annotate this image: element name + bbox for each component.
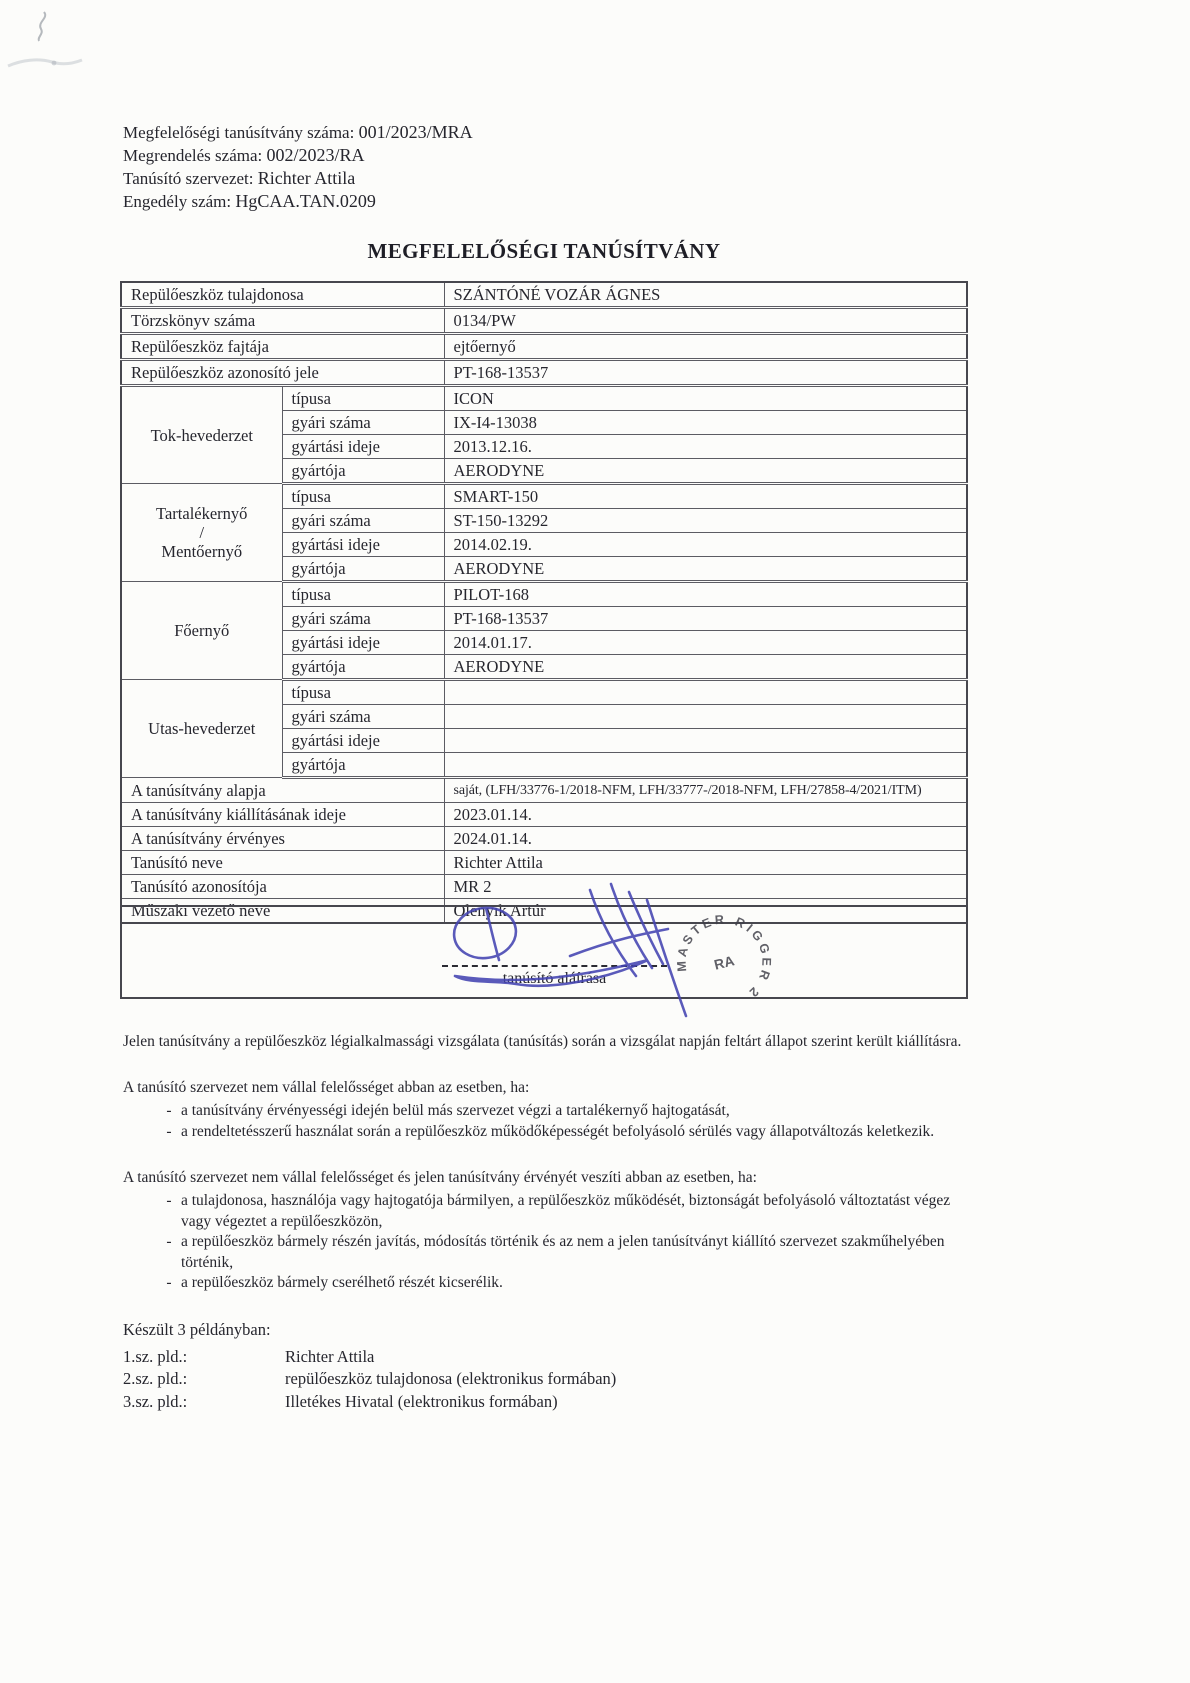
group-label-line: Főernyő xyxy=(174,621,230,640)
list-item-text: a repülőeszköz bármely cserélhető részét kicserélik. xyxy=(181,1274,503,1291)
row-label: Tanúsító azonosítója xyxy=(121,875,444,899)
disclaimer1-list xyxy=(123,1101,975,1142)
list-item xyxy=(123,1122,975,1143)
dash-bullet: - xyxy=(166,1122,172,1140)
signature-dashed-line xyxy=(442,965,667,967)
sub-label: típusa xyxy=(282,582,444,607)
permit-number-label: Engedély szám: xyxy=(123,192,232,211)
sub-label: típusa xyxy=(282,484,444,509)
scan-artifact xyxy=(6,4,86,74)
row-value: ICON xyxy=(444,386,967,411)
row-value xyxy=(444,729,967,753)
certificate-number-value: 001/2023/MRA xyxy=(358,122,473,142)
group-label-line: / xyxy=(199,523,205,542)
copy-number: 1.sz. pld.: xyxy=(123,1346,188,1366)
signature-label: tanúsító aláírása xyxy=(502,970,607,987)
row-value xyxy=(444,753,967,778)
copy-recipient: Illetékes Hivatal (elektronikus formában) xyxy=(285,1391,558,1411)
table-row xyxy=(121,334,967,360)
row-label: Tanúsító neve xyxy=(121,851,444,875)
document-header xyxy=(123,121,473,213)
table-row xyxy=(121,851,967,875)
list-item xyxy=(123,1232,975,1273)
list-item xyxy=(123,1273,975,1294)
dash-bullet: - xyxy=(166,1102,172,1119)
dash-bullet: - xyxy=(166,1233,172,1250)
row-value: PILOT-168 xyxy=(444,582,967,607)
group-label-line: Mentőernyő xyxy=(161,542,243,561)
group-label-line: Tartalékernyő xyxy=(156,504,248,523)
stamp-circular-text: MASTER RIGGER 2 xyxy=(674,912,774,1002)
table-row xyxy=(121,803,967,827)
order-number-value: 002/2023/RA xyxy=(266,145,365,165)
permit-number-line xyxy=(123,190,473,213)
group-label-line: Utas-hevederzet xyxy=(148,719,256,738)
row-value: 2013.12.16. xyxy=(444,435,967,459)
dash-bullet: - xyxy=(166,1274,172,1291)
sub-label: gyártási ideje xyxy=(282,729,444,753)
group-label xyxy=(121,484,282,582)
list-item-text: a tanúsítvány érvényességi idején belül más szervezet végzi a tartalékernyő hajtogatását, xyxy=(181,1102,730,1119)
order-number-label: Megrendelés száma: xyxy=(123,146,263,165)
certifying-org-value: Richter Attila xyxy=(257,168,356,188)
row-label: Repülőeszköz fajtája xyxy=(121,334,444,360)
permit-number-value: HgCAA.TAN.0209 xyxy=(235,191,376,211)
row-value: 2014.01.17. xyxy=(444,631,967,655)
certificate-number-line xyxy=(123,121,473,144)
copy-recipient: Richter Attila xyxy=(285,1346,375,1366)
sub-label: gyári száma xyxy=(282,607,444,631)
sub-label: gyártója xyxy=(282,459,444,484)
copy-row xyxy=(123,1346,975,1369)
sub-label: gyártási ideje xyxy=(282,631,444,655)
stamp-center-text: RA xyxy=(712,952,736,973)
row-label: A tanúsítvány alapja xyxy=(121,778,444,803)
list-item xyxy=(123,1101,975,1122)
copy-recipient: repülőeszköz tulajdonosa (elektronikus formában) xyxy=(285,1369,617,1388)
row-label: A tanúsítvány érvényes xyxy=(121,827,444,851)
list-item-text: a rendeltetésszerű használat során a repülőeszköz működőképességét befolyásoló sérülés vagy állapotváltozás keletkezik. xyxy=(181,1122,935,1140)
group-label xyxy=(121,582,282,680)
sub-label: típusa xyxy=(282,386,444,411)
row-value xyxy=(444,680,967,705)
copies-heading: Készült 3 példányban: xyxy=(123,1319,271,1339)
table-row xyxy=(121,308,967,334)
row-value: PT-168-13537 xyxy=(444,360,967,386)
scan-artifact xyxy=(2,48,92,78)
row-value: ejtőernyő xyxy=(444,334,967,360)
row-value: SMART-150 xyxy=(444,484,967,509)
table-row xyxy=(121,386,967,411)
copy-number: 3.sz. pld.: xyxy=(123,1391,188,1411)
row-value: saját, (LFH/33776-1/2018-NFM, LFH/33777-/2018-NFM, LFH/27858-4/2021/ITM) xyxy=(444,778,967,803)
certificate-number-label: Megfelelőségi tanúsítvány száma: xyxy=(123,123,355,142)
table-row xyxy=(121,875,967,899)
row-value: Richter Attila xyxy=(444,851,967,875)
group-label xyxy=(121,386,282,484)
dash-bullet: - xyxy=(166,1192,172,1209)
signature-box xyxy=(120,905,968,999)
disclaimer1-heading: A tanúsító szervezet nem vállal felelősséget abban az esetben, ha: xyxy=(123,1079,530,1096)
sub-label: gyártója xyxy=(282,557,444,582)
sub-label: gyártója xyxy=(282,753,444,778)
row-value: SZÁNTÓNÉ VOZÁR ÁGNES xyxy=(444,282,967,308)
sub-label: típusa xyxy=(282,680,444,705)
list-item-text: a repülőeszköz bármely részén javítás, módosítás történik és az nem a jelen tanúsítványt kiállító szervezet szakműhelyében történik, xyxy=(181,1233,945,1271)
row-label: Repülőeszköz tulajdonosa xyxy=(121,282,444,308)
row-value: 2024.01.14. xyxy=(444,827,967,851)
row-value: AERODYNE xyxy=(444,459,967,484)
certifying-org-label: Tanúsító szervezet: xyxy=(123,169,254,188)
disclaimer2-list xyxy=(123,1191,975,1294)
group-label-line: Tok-hevederzet xyxy=(150,425,253,445)
row-value: 0134/PW xyxy=(444,308,967,334)
table-row xyxy=(121,282,967,308)
list-item xyxy=(123,1191,975,1232)
table-row xyxy=(121,360,967,386)
table-row xyxy=(121,484,967,509)
table-row xyxy=(121,582,967,607)
copy-number: 2.sz. pld.: xyxy=(123,1369,188,1388)
row-value: ST-150-13292 xyxy=(444,509,967,533)
copy-row xyxy=(123,1368,975,1391)
table-row xyxy=(121,778,967,803)
order-number-line xyxy=(123,144,473,167)
row-value: IX-I4-13038 xyxy=(444,411,967,435)
disclaimer2-heading: A tanúsító szervezet nem vállal felelősséget és jelen tanúsítvány érvényét veszíti abban az esetben, ha: xyxy=(123,1169,757,1186)
table-row xyxy=(121,827,967,851)
row-value: 2023.01.14. xyxy=(444,803,967,827)
copies-section xyxy=(123,1320,975,1414)
row-value xyxy=(444,705,967,729)
page-title: MEGFELELŐSÉGI TANÚSÍTVÁNY xyxy=(367,239,721,263)
row-value: PT-168-13537 xyxy=(444,607,967,631)
row-label: A tanúsítvány kiállításának ideje xyxy=(121,803,444,827)
list-item-text: a tulajdonosa, használója vagy hajtogatója bármilyen, a repülőeszköz működését, biztonságát befolyásoló változtatást végez vagy végeztet a repülőeszközön, xyxy=(181,1192,951,1230)
sub-label: gyári száma xyxy=(282,411,444,435)
sub-label: gyártási ideje xyxy=(282,533,444,557)
sub-label: gyári száma xyxy=(282,705,444,729)
notes-section xyxy=(123,1032,975,1413)
sub-label: gyártója xyxy=(282,655,444,680)
row-value: AERODYNE xyxy=(444,655,967,680)
issuance-note: Jelen tanúsítvány a repülőeszköz légialkalmassági vizsgálata (tanúsítás) során a vizsgálat napján feltárt állapot szerint került kiállításra. xyxy=(123,1033,962,1050)
sub-label: gyártási ideje xyxy=(282,435,444,459)
certifying-org-line xyxy=(123,167,473,190)
row-value: AERODYNE xyxy=(444,557,967,582)
row-label: Törzskönyv száma xyxy=(121,308,444,334)
row-label: Repülőeszköz azonosító jele xyxy=(121,360,444,386)
table-row xyxy=(121,680,967,705)
sub-label: gyári száma xyxy=(282,509,444,533)
certificate-table xyxy=(120,281,968,924)
group-label xyxy=(121,680,282,778)
copy-row xyxy=(123,1391,975,1414)
row-value: 2014.02.19. xyxy=(444,533,967,557)
row-value: MR 2 xyxy=(444,875,967,899)
row-label: Műszaki vezető neve xyxy=(121,899,444,924)
row-value: Olenyik Artúr xyxy=(444,899,967,924)
